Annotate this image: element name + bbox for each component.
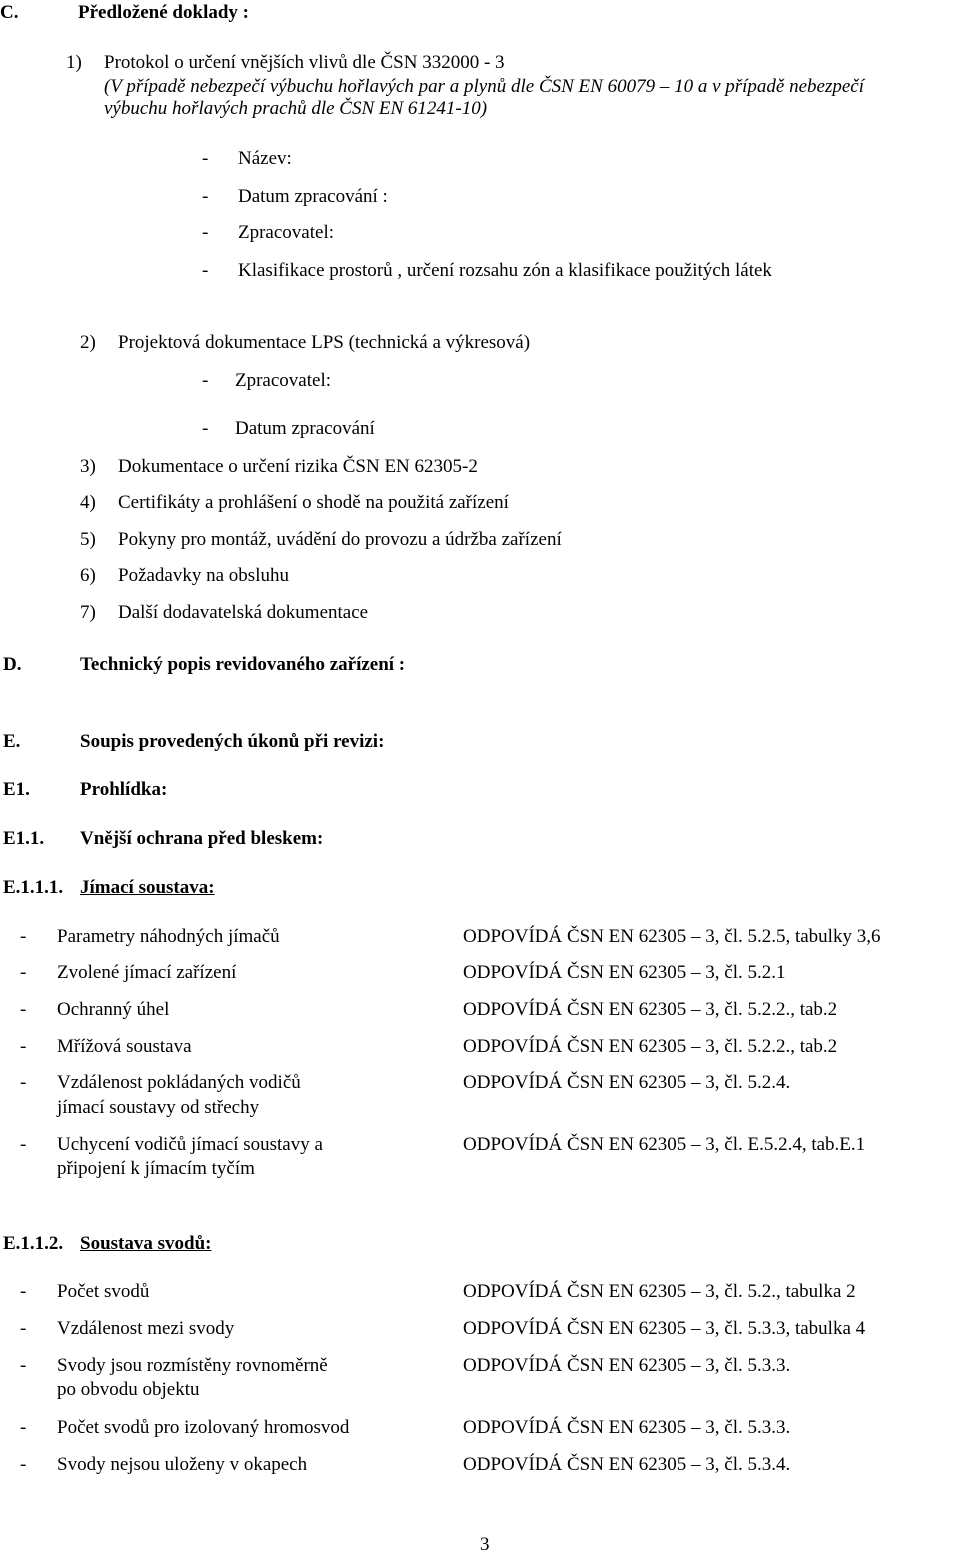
svody-row-value: ODPOVÍDÁ ČSN EN 62305 – 3, čl. 5.2., tabulka 2 bbox=[463, 1281, 856, 1302]
dash: - bbox=[202, 418, 209, 439]
dash: - bbox=[20, 1036, 27, 1057]
item-4-text: Certifikáty a prohlášení o shodě na použitá zařízení bbox=[118, 492, 509, 513]
section-e112-title: Soustava svodů: bbox=[80, 1233, 212, 1254]
jimaci-row-value: ODPOVÍDÁ ČSN EN 62305 – 3, čl. E.5.2.4, tab.E.1 bbox=[463, 1134, 866, 1155]
jimaci-row-value: ODPOVÍDÁ ČSN EN 62305 – 3, čl. 5.2.5, tabulky 3,6 bbox=[463, 926, 881, 947]
jimaci-row-item: Vzdálenost pokládaných vodičů bbox=[57, 1072, 301, 1093]
item-7-number: 7) bbox=[80, 602, 96, 623]
svody-row-item: Počet svodů bbox=[57, 1281, 150, 1302]
item-1-note-line-1: (V případě nebezpečí výbuchu hořlavých par a plynů dle ČSN EN 60079 – 10 a v případě nebezpečí bbox=[104, 76, 865, 97]
item-1-field-author: Zpracovatel: bbox=[238, 222, 335, 243]
section-e11-label: E1.1. bbox=[3, 828, 45, 849]
jimaci-row-item-cont: připojení k jímacím tyčím bbox=[57, 1158, 255, 1179]
jimaci-row-value: ODPOVÍDÁ ČSN EN 62305 – 3, čl. 5.2.1 bbox=[463, 962, 786, 983]
svody-row-value: ODPOVÍDÁ ČSN EN 62305 – 3, čl. 5.3.3, tabulka 4 bbox=[463, 1318, 866, 1339]
item-3-number: 3) bbox=[80, 456, 96, 477]
dash: - bbox=[20, 1417, 27, 1438]
item-1-number: 1) bbox=[66, 52, 82, 73]
svody-row-value: ODPOVÍDÁ ČSN EN 62305 – 3, čl. 5.3.3. bbox=[463, 1417, 791, 1438]
item-6-text: Požadavky na obsluhu bbox=[118, 565, 289, 586]
dash: - bbox=[202, 370, 209, 391]
dash: - bbox=[20, 926, 27, 947]
dash: - bbox=[202, 260, 209, 281]
item-2-title: Projektová dokumentace LPS (technická a výkresová) bbox=[118, 332, 531, 353]
jimaci-row-value: ODPOVÍDÁ ČSN EN 62305 – 3, čl. 5.2.4. bbox=[463, 1072, 791, 1093]
dash: - bbox=[20, 1134, 27, 1155]
section-e11-title: Vnější ochrana před bleskem: bbox=[80, 828, 324, 849]
section-c-label: C. bbox=[0, 2, 19, 23]
item-7-text: Další dodavatelská dokumentace bbox=[118, 602, 369, 623]
dash: - bbox=[202, 186, 209, 207]
jimaci-row-item-cont: jímací soustavy od střechy bbox=[57, 1097, 260, 1118]
svody-row-item: Svody nejsou uloženy v okapech bbox=[57, 1454, 308, 1475]
item-3-text: Dokumentace o určení rizika ČSN EN 62305-2 bbox=[118, 456, 478, 477]
item-1-field-name: Název: bbox=[238, 148, 292, 169]
jimaci-row-item: Zvolené jímací zařízení bbox=[57, 962, 237, 983]
dash: - bbox=[20, 1454, 27, 1475]
svody-row-item-cont: po obvodu objektu bbox=[57, 1379, 200, 1400]
jimaci-row-item: Parametry náhodných jímačů bbox=[57, 926, 280, 947]
page-number: 3 bbox=[480, 1534, 490, 1555]
jimaci-row-value: ODPOVÍDÁ ČSN EN 62305 – 3, čl. 5.2.2., tab.2 bbox=[463, 1036, 838, 1057]
svody-row-item: Svody jsou rozmístěny rovnoměrně bbox=[57, 1355, 328, 1376]
jimaci-row-value: ODPOVÍDÁ ČSN EN 62305 – 3, čl. 5.2.2., tab.2 bbox=[463, 999, 838, 1020]
item-1-field-classification: Klasifikace prostorů , určení rozsahu zón a klasifikace použitých látek bbox=[238, 260, 772, 281]
svody-row-value: ODPOVÍDÁ ČSN EN 62305 – 3, čl. 5.3.4. bbox=[463, 1454, 791, 1475]
svody-row-value: ODPOVÍDÁ ČSN EN 62305 – 3, čl. 5.3.3. bbox=[463, 1355, 791, 1376]
section-d-label: D. bbox=[3, 654, 22, 675]
section-e112-label: E.1.1.2. bbox=[3, 1233, 64, 1254]
dash: - bbox=[20, 999, 27, 1020]
item-5-number: 5) bbox=[80, 529, 96, 550]
section-e1-label: E1. bbox=[3, 779, 30, 800]
item-5-text: Pokyny pro montáž, uvádění do provozu a údržba zařízení bbox=[118, 529, 562, 550]
svody-row-item: Vzdálenost mezi svody bbox=[57, 1318, 235, 1339]
item-2-field-author: Zpracovatel: bbox=[235, 370, 332, 391]
item-1-note-line-2: výbuchu hořlavých prachů dle ČSN EN 61241-10) bbox=[104, 98, 488, 119]
section-e111-title: Jímací soustava: bbox=[80, 877, 215, 898]
section-e-label: E. bbox=[3, 731, 21, 752]
dash: - bbox=[202, 222, 209, 243]
section-e1-title: Prohlídka: bbox=[80, 779, 168, 800]
section-c-title: Předložené doklady : bbox=[78, 2, 249, 23]
item-1-title: Protokol o určení vnějších vlivů dle ČSN 332000 - 3 bbox=[104, 52, 505, 73]
dash: - bbox=[20, 962, 27, 983]
item-2-field-date: Datum zpracování bbox=[235, 418, 375, 439]
item-2-number: 2) bbox=[80, 332, 96, 353]
dash: - bbox=[20, 1318, 27, 1339]
dash: - bbox=[20, 1072, 27, 1093]
jimaci-row-item: Ochranný úhel bbox=[57, 999, 170, 1020]
dash: - bbox=[202, 148, 209, 169]
item-4-number: 4) bbox=[80, 492, 96, 513]
dash: - bbox=[20, 1281, 27, 1302]
section-d-title: Technický popis revidovaného zařízení : bbox=[80, 654, 406, 675]
jimaci-row-item: Mřížová soustava bbox=[57, 1036, 192, 1057]
dash: - bbox=[20, 1355, 27, 1376]
item-6-number: 6) bbox=[80, 565, 96, 586]
item-1-field-date: Datum zpracování : bbox=[238, 186, 388, 207]
svody-row-item: Počet svodů pro izolovaný hromosvod bbox=[57, 1417, 350, 1438]
section-e111-label: E.1.1.1. bbox=[3, 877, 64, 898]
section-e-title: Soupis provedených úkonů při revizi: bbox=[80, 731, 385, 752]
jimaci-row-item: Uchycení vodičů jímací soustavy a bbox=[57, 1134, 323, 1155]
